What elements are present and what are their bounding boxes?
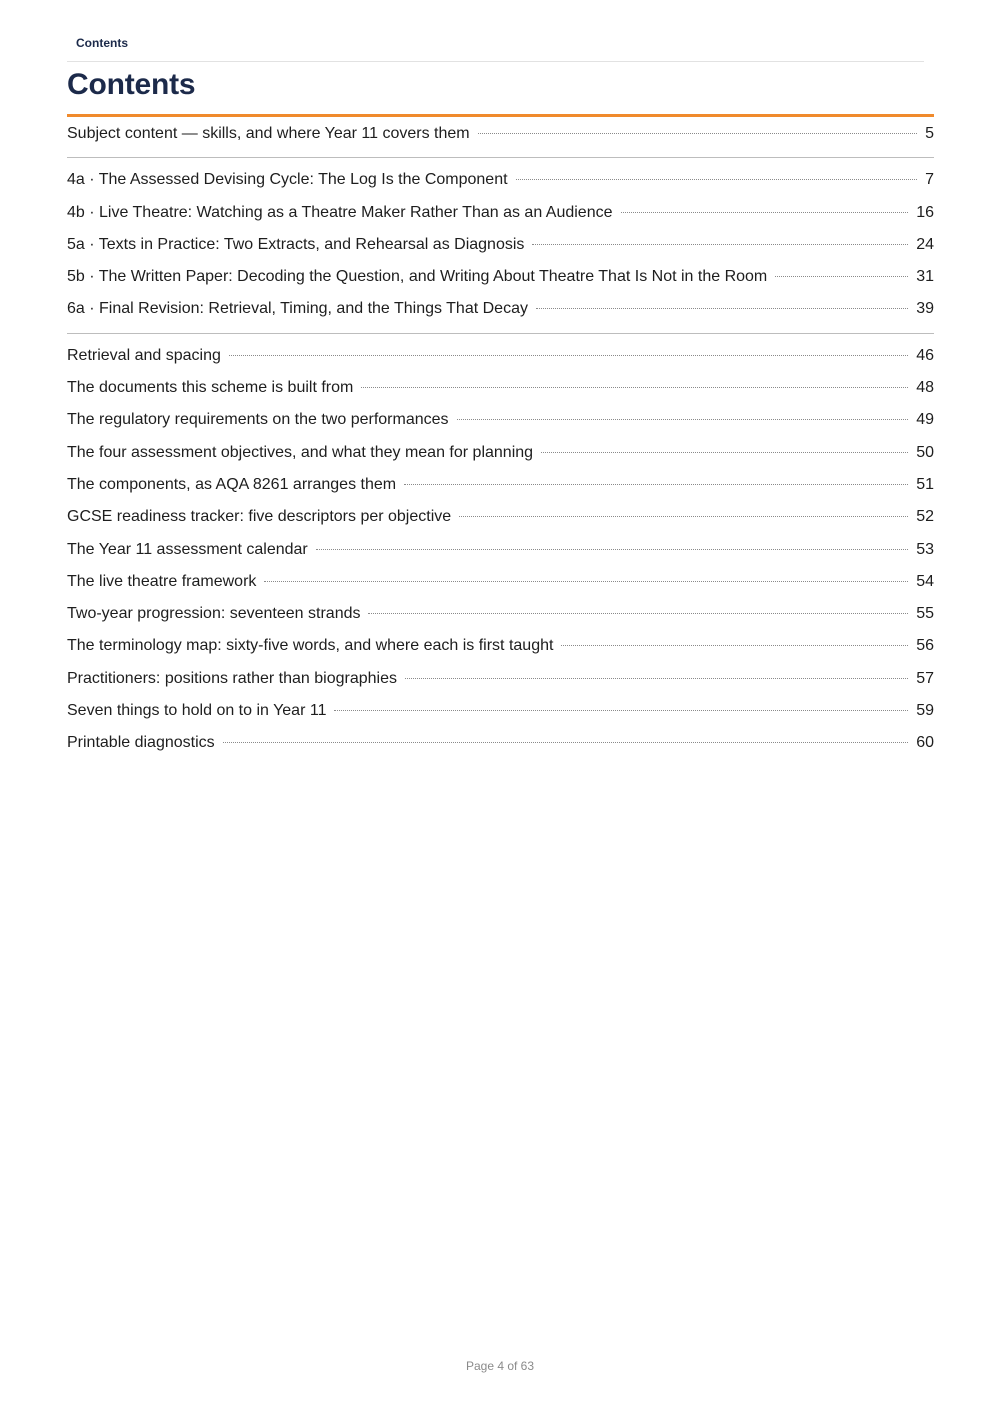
toc-entry[interactable] (67, 164, 934, 196)
toc-entry-page-number: 52 (916, 508, 934, 526)
toc-entry[interactable] (67, 727, 934, 759)
page-footer: Page 4 of 63 (465, 1359, 535, 1373)
dot-leader (561, 645, 908, 646)
toc-entry-page-number: 7 (925, 171, 934, 189)
toc-entry-title: 6a · Final Revision: Retrieval, Timing, and the Things That Decay (67, 300, 528, 318)
toc-entry-title: Retrieval and spacing (67, 346, 221, 364)
toc-entry-title: 4b · Live Theatre: Watching as a Theatre Maker Rather Than as an Audience (67, 203, 613, 221)
page-title: Contents (67, 68, 196, 101)
dot-leader (478, 133, 918, 134)
toc-entry-page-number: 51 (916, 475, 934, 493)
toc-entry-page-number: 53 (916, 540, 934, 558)
dot-leader (536, 308, 908, 309)
toc-group (67, 158, 934, 333)
toc-entry[interactable] (67, 197, 934, 229)
dot-leader (457, 419, 909, 420)
toc-entry-title: The Year 11 assessment calendar (67, 540, 308, 558)
toc-group (67, 117, 934, 158)
toc-entry[interactable] (67, 118, 934, 150)
toc-entry-page-number: 57 (916, 669, 934, 687)
toc-entry-page-number: 50 (916, 443, 934, 461)
toc-entry-title: The live theatre framework (67, 572, 257, 590)
toc-entry-page-number: 49 (916, 411, 934, 429)
toc-entry[interactable] (67, 372, 934, 404)
toc-entry-page-number: 31 (916, 268, 934, 286)
dot-leader (404, 484, 908, 485)
toc-entry[interactable] (67, 663, 934, 695)
toc-entry-page-number: 48 (916, 379, 934, 397)
toc-entry[interactable] (67, 534, 934, 566)
toc-entry-page-number: 46 (916, 346, 934, 364)
dot-leader (541, 452, 908, 453)
toc-entry-title: The documents this scheme is built from (67, 379, 354, 397)
toc-entry-title: 5a · Texts in Practice: Two Extracts, and Rehearsal as Diagnosis (67, 235, 525, 253)
toc-entry-title: The regulatory requirements on the two performances (67, 411, 449, 429)
toc-entry-page-number: 39 (916, 300, 934, 318)
toc-entry-page-number: 56 (916, 637, 934, 655)
dot-leader (405, 678, 908, 679)
toc-entry[interactable] (67, 598, 934, 630)
toc-entry-title: The terminology map: sixty-five words, and where each is first taught (67, 637, 554, 655)
toc-entry[interactable] (67, 695, 934, 727)
toc-entry[interactable] (67, 229, 934, 261)
dot-leader (532, 244, 908, 245)
table-of-contents (67, 117, 934, 767)
toc-entry-page-number: 5 (925, 125, 934, 142)
running-head: Contents (67, 36, 924, 62)
dot-leader (775, 276, 908, 277)
dot-leader (223, 742, 909, 743)
toc-entry-page-number: 54 (916, 572, 934, 590)
toc-entry-page-number: 55 (916, 605, 934, 623)
toc-group (67, 334, 934, 767)
toc-entry-title: Two-year progression: seventeen strands (67, 605, 361, 623)
toc-entry[interactable] (67, 293, 934, 325)
dot-leader (368, 613, 908, 614)
dot-leader (516, 179, 918, 180)
toc-entry-page-number: 59 (916, 702, 934, 720)
toc-entry[interactable] (67, 404, 934, 436)
dot-leader (459, 516, 908, 517)
toc-entry[interactable] (67, 566, 934, 598)
toc-entry-title: Subject content — skills, and where Year 11 covers them (67, 125, 470, 142)
dot-leader (334, 710, 908, 711)
toc-entry-page-number: 60 (916, 734, 934, 752)
toc-entry-page-number: 24 (916, 235, 934, 253)
toc-entry-title: 5b · The Written Paper: Decoding the Question, and Writing About Theatre That Is Not in the Room (67, 268, 768, 286)
toc-entry-title: Practitioners: positions rather than biographies (67, 669, 397, 687)
dot-leader (264, 581, 908, 582)
toc-entry-title: The components, as AQA 8261 arranges them (67, 475, 397, 493)
toc-entry-title: Seven things to hold on to in Year 11 (67, 702, 327, 720)
dot-leader (316, 549, 908, 550)
toc-entry[interactable] (67, 630, 934, 662)
toc-entry[interactable] (67, 437, 934, 469)
toc-entry[interactable] (67, 340, 934, 372)
dot-leader (229, 355, 908, 356)
toc-entry-title: 4a · The Assessed Devising Cycle: The Log Is the Component (67, 171, 508, 189)
toc-entry-title: GCSE readiness tracker: five descriptors per objective (67, 508, 452, 526)
dot-leader (621, 212, 909, 213)
dot-leader (361, 387, 908, 388)
toc-entry-title: The four assessment objectives, and what they mean for planning (67, 443, 534, 461)
toc-entry[interactable] (67, 261, 934, 293)
toc-entry[interactable] (67, 501, 934, 533)
toc-entry[interactable] (67, 469, 934, 501)
toc-entry-page-number: 16 (916, 203, 934, 221)
toc-entry-title: Printable diagnostics (67, 734, 215, 752)
